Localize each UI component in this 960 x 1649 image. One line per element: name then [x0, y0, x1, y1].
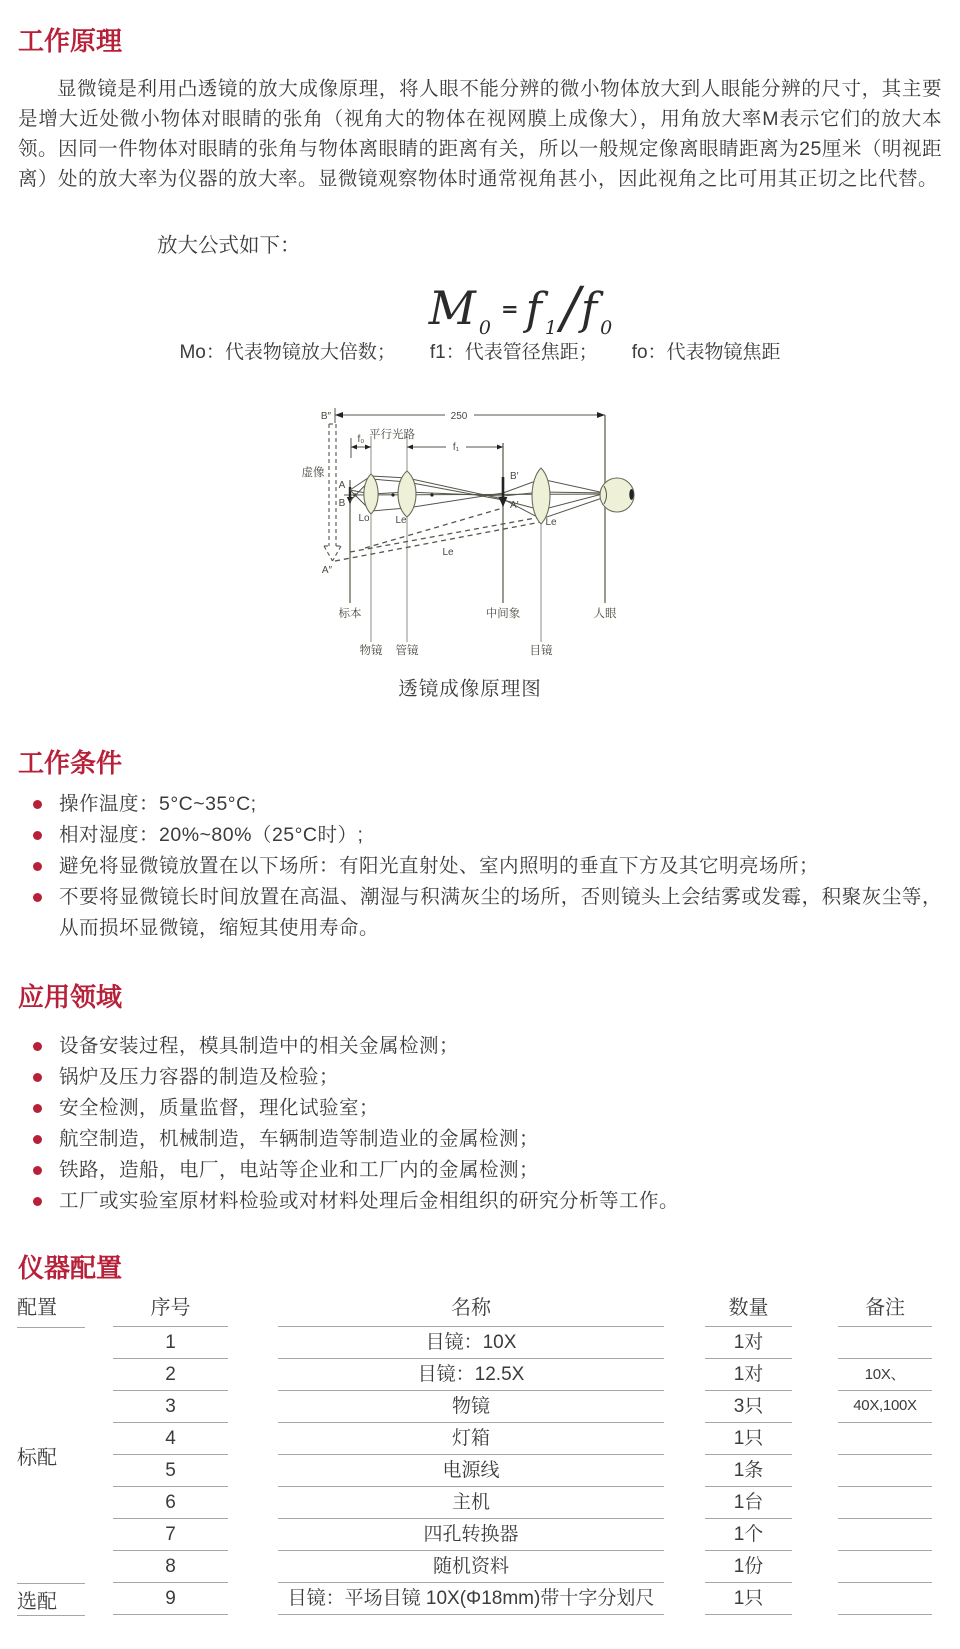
eye-shape [600, 478, 634, 512]
table-row [113, 1519, 932, 1551]
virtual-image-arrow-side-l [324, 546, 333, 561]
point-b-label: B [338, 498, 346, 509]
cell-note [838, 1391, 932, 1423]
cell-qty: 1份 [705, 1551, 792, 1583]
dim-250-arrow-right [597, 412, 605, 418]
formula-legend [18, 343, 942, 363]
lens-lo-label: Lo [358, 513, 370, 524]
focal-dot-2 [391, 493, 394, 496]
formula-M: M [428, 281, 476, 335]
list-item: 操作温度：5°C~35°C; [18, 789, 942, 820]
formula-equals: = [500, 296, 519, 321]
bullet-icon [33, 1166, 42, 1175]
group-cell-standard [17, 1328, 85, 1584]
cell-name: 目镜：平场目镜 10X(Φ18mm)带十字分划尺 [278, 1583, 664, 1615]
cell-qty: 1只 [705, 1423, 792, 1455]
formula-legend-part: fo：代表物镜焦距 [631, 342, 781, 363]
bullet-icon [33, 893, 42, 902]
column-header-qty: 数量 [705, 1293, 792, 1327]
focal-dot-3 [430, 493, 433, 496]
cell-note [838, 1327, 932, 1359]
column-header-note: 备注 [838, 1293, 932, 1327]
cell-name: 主机 [278, 1487, 664, 1519]
column-header-no: 序号 [113, 1293, 228, 1327]
cell-no: 6 [113, 1487, 228, 1519]
configuration-table-main [113, 1293, 932, 1616]
group-label-optional: 选配 [17, 1591, 57, 1613]
cell-name: 目镜：10X [278, 1327, 664, 1359]
section-heading-instrument-configuration: 仪器配置 [18, 1253, 123, 1283]
bullet-icon [33, 1104, 42, 1113]
cell-note [838, 1455, 932, 1487]
cell-no: 5 [113, 1455, 228, 1487]
formula-f1: f [525, 284, 542, 335]
cell-name: 物镜 [278, 1391, 664, 1423]
section-heading-application-fields: 应用领域 [18, 982, 123, 1012]
group-label-standard: 标配 [17, 1447, 57, 1469]
objective-lens-shape [364, 474, 378, 514]
conditions-list [18, 789, 942, 944]
formula-intro: 放大公式如下： [157, 234, 301, 257]
human-eye-label: 人眼 [593, 608, 617, 620]
bullet-icon [33, 1197, 42, 1206]
magnification-formula [60, 273, 960, 341]
cell-name: 目镜：12.5X [278, 1359, 664, 1391]
bullet-icon [33, 1073, 42, 1082]
table-row [113, 1487, 932, 1519]
section-heading-working-conditions: 工作条件 [18, 748, 123, 778]
cell-no: 8 [113, 1551, 228, 1583]
cell-qty: 1条 [705, 1455, 792, 1487]
cell-note [838, 1519, 932, 1551]
table-row [113, 1423, 932, 1455]
configuration-table [17, 1293, 942, 1616]
bullet-icon [33, 862, 42, 871]
point-b-doubleprime-label: B″ [320, 411, 332, 422]
table-rows [113, 1327, 932, 1615]
lens-le-eyepiece-label: Le [545, 517, 557, 528]
cell-qty: 1台 [705, 1487, 792, 1519]
group-cell-optional [17, 1584, 85, 1616]
f0-label: f₀ [357, 434, 365, 445]
formula-M-sub: 0 [478, 317, 491, 339]
point-a-doubleprime-label: A″ [321, 565, 333, 576]
retina-image-mark [629, 489, 633, 500]
cell-name: 四孔转换器 [278, 1519, 664, 1551]
list-item: 航空制造，机械制造，车辆制造等制造业的金属检测； [18, 1124, 942, 1155]
bullet-icon [33, 831, 42, 840]
cell-no: 1 [113, 1327, 228, 1359]
list-item: 避免将显微镜放置在以下场所：有阳光直射处、室内照明的垂直下方及其它明亮场所； [18, 851, 942, 882]
cell-note [838, 1487, 932, 1519]
diagram-caption: 透镜成像原理图 [398, 678, 542, 700]
parallel-light-path-label: 平行光路 [369, 429, 415, 441]
cell-qty: 1对 [705, 1359, 792, 1391]
tube-lens-label: 管镜 [395, 645, 419, 657]
list-item: 相对湿度：20%~80%（25°C时）; [18, 820, 942, 851]
cell-note [838, 1423, 932, 1455]
table-row [113, 1551, 932, 1583]
bullet-icon [33, 1135, 42, 1144]
cell-no: 3 [113, 1391, 228, 1423]
le-virtual-label: Le [442, 547, 454, 558]
dim-f0-arrow-right [365, 445, 371, 450]
cell-qty: 1对 [705, 1327, 792, 1359]
formula-f1-sub: 1 [544, 317, 557, 339]
list-item: 安全检测，质量监督，理化试验室； [18, 1093, 942, 1124]
dim-f0-arrow-left [351, 445, 357, 450]
cell-qty: 1个 [705, 1519, 792, 1551]
virtual-image-label: 虚像 [301, 467, 325, 479]
lens-le-tube-label: Le [395, 515, 407, 526]
cell-qty: 3只 [705, 1391, 792, 1423]
formula-f0-sub: 0 [600, 317, 613, 339]
dim-250-label: 250 [450, 411, 468, 422]
cell-note [838, 1583, 932, 1615]
formula-legend-part: f1：代表管径焦距； [429, 342, 598, 363]
cell-qty: 1只 [705, 1583, 792, 1615]
cell-name: 灯箱 [278, 1423, 664, 1455]
list-item: 铁路，造船，电厂，电站等企业和工厂内的金属检测； [18, 1155, 942, 1186]
table-row [113, 1455, 932, 1487]
list-item: 工厂或实验室原材料检验或对材料处理后金相组织的研究分析等工作。 [18, 1186, 942, 1217]
cell-no: 4 [113, 1423, 228, 1455]
specimen-label: 标本 [338, 608, 362, 620]
table-row [113, 1391, 932, 1423]
cell-note: 10X、40X,100X [838, 1359, 932, 1391]
cell-note [838, 1551, 932, 1583]
virtual-image-arrow-side-r [333, 546, 342, 561]
intermediate-arrow-head [499, 497, 508, 507]
cell-no: 2 [113, 1359, 228, 1391]
formula-legend-part: Mo：代表物镜放大倍数； [179, 342, 396, 363]
bullet-icon [33, 800, 42, 809]
cell-name: 电源线 [278, 1455, 664, 1487]
point-a-prime-label: A′ [510, 500, 519, 511]
column-header-name: 名称 [278, 1293, 664, 1327]
list-item: 锅炉及压力容器的制造及检验； [18, 1062, 942, 1093]
table-row [113, 1583, 932, 1615]
dim-f1-arrow-left [407, 445, 413, 450]
formula-slash: / [560, 276, 580, 341]
intermediate-image-label: 中间象 [485, 608, 521, 620]
objective-label: 物镜 [359, 645, 383, 657]
bullet-icon [33, 1042, 42, 1051]
f1-label: f₁ [452, 442, 460, 453]
list-item: 设备安装过程，模具制造中的相关金属检测； [18, 1031, 942, 1062]
cell-no: 7 [113, 1519, 228, 1551]
point-b-prime-label: B′ [510, 471, 519, 482]
applications-list [18, 1031, 942, 1217]
formula-f0: f [580, 284, 598, 335]
table-row [113, 1327, 932, 1359]
cell-name: 随机资料 [278, 1551, 664, 1583]
cell-no: 9 [113, 1583, 228, 1615]
point-a-label: A [338, 480, 346, 491]
principle-paragraph: 显微镜是利用凸透镜的放大成像原理，将人眼不能分辨的微小物体放大到人眼能分辨的尺寸，其主要是增大近处微小物体对眼睛的张角（视角大的物体在视网膜上成像大），用角放大率M表示它们的放大本领。因同一件物体对眼睛的张角与物体离眼睛的距离有关，所以一般规定像离眼睛距离为25厘米（明视距离）处的放大率为仪器的放大率。显微镜观察物体时通常视角甚小，因此视角之比可用其正切之比代替。 [18, 78, 942, 190]
column-header-config: 配置 [17, 1293, 85, 1328]
table-header-row [113, 1293, 932, 1327]
virtual-ray-1 [335, 522, 541, 561]
lens-imaging-diagram-svg [280, 380, 660, 665]
eyepiece-label: 目镜 [529, 645, 553, 657]
section-heading-working-principle: 工作原理 [18, 26, 123, 56]
config-group-column [17, 1293, 85, 1616]
lens-imaging-diagram [280, 380, 660, 699]
dim-250-arrow-left [335, 412, 343, 418]
list-item: 不要将显微镜长时间放置在高温、潮湿与积满灰尘的场所，否则镜头上会结雾或发霉，积聚灰尘等，从而损坏显微镜，缩短其使用寿命。 [18, 882, 942, 944]
